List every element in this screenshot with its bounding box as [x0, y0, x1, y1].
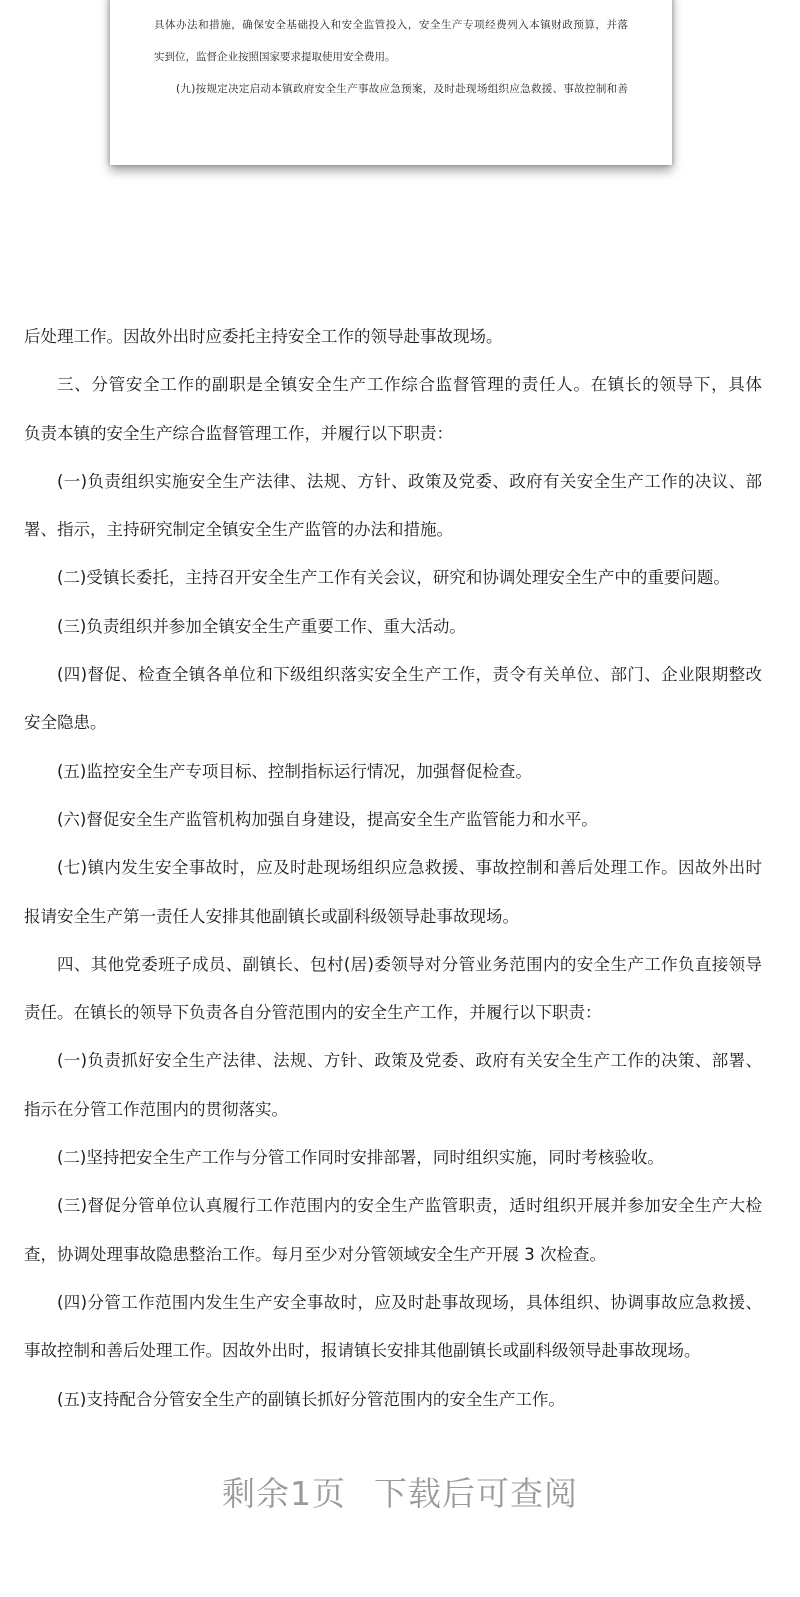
body-text-line: 事故控制和善后处理工作。因故外出时，报请镇长安排其他副镇长或副科级领导赴事故现场。	[24, 1341, 701, 1361]
preview-text-line: 实到位，监督企业按照国家要求提取使用安全费用。	[154, 51, 396, 63]
body-text-line: (三)督促分管单位认真履行工作范围内的安全生产监管职责，适时组织开展并参加安全生产大检	[57, 1196, 762, 1216]
body-text-line: 四、其他党委班子成员、副镇长、包村(居)委领导对分管业务范围内的安全生产工作负直接领导	[57, 954, 762, 974]
body-text-line: 后处理工作。因故外出时应委托主持安全工作的领导赴事故现场。	[24, 327, 503, 346]
body-text-line: 负责本镇的安全生产综合监督管理工作，并履行以下职责：	[24, 423, 453, 443]
body-text-line: (二)受镇长委托，主持召开安全生产工作有关会议，研究和协调处理安全生产中的重要问题。	[57, 568, 730, 588]
body-text-line: 查，协调处理事故隐患整治工作。每月至少对分管领域安全生产开展 3 次检查。	[24, 1244, 606, 1264]
download-prompt[interactable]	[0, 1468, 800, 1515]
remaining-pages-label: 剩余1页	[222, 1474, 346, 1513]
preview-text-line: 具体办法和措施，确保安全基础投入和安全监管投入，安全生产专项经费列入本镇财政预算，并落	[154, 19, 628, 31]
body-text-line: (五)监控安全生产专项目标、控制指标运行情况，加强督促检查。	[57, 761, 532, 781]
body-text-line: (七)镇内发生安全事故时，应及时赴现场组织应急救援、事故控制和善后处理工作。因故外出时	[57, 858, 762, 878]
body-text-line: (三)负责组织并参加全镇安全生产重要工作、重大活动。	[57, 616, 466, 636]
download-to-view-label[interactable]: 下载后可查阅	[374, 1474, 578, 1513]
body-text-line: (四)督促、检查全镇各单位和下级组织落实安全生产工作，责令有关单位、部门、企业限期整改	[57, 665, 762, 685]
preview-page-card	[110, 0, 672, 165]
body-text-line: (一)负责组织实施安全生产法律、法规、方针、政策及党委、政府有关安全生产工作的决议、部	[57, 471, 762, 491]
preview-text-line: (九)按规定决定启动本镇政府安全生产事故应急预案，及时赴现场组织应急救援、事故控制和善	[176, 83, 628, 95]
body-text-line: 报请安全生产第一责任人安排其他副镇长或副科级领导赴事故现场。	[24, 906, 519, 926]
document-body	[24, 325, 762, 1436]
body-text-line: 指示在分管工作范围内的贯彻落实。	[24, 1099, 288, 1119]
body-text-line: 三、分管安全工作的副职是全镇安全生产工作综合监督管理的责任人。在镇长的领导下，具体	[57, 375, 762, 395]
body-text-line: (二)坚持把安全生产工作与分管工作同时安排部署，同时组织实施，同时考核验收。	[57, 1148, 664, 1168]
body-text-line: 安全隐患。	[24, 713, 107, 733]
body-text-line: (一)负责抓好安全生产法律、法规、方针、政策及党委、政府有关安全生产工作的决策、部署、	[57, 1051, 762, 1071]
body-text-line: (四)分管工作范围内发生生产安全事故时，应及时赴事故现场，具体组织、协调事故应急救援、	[57, 1292, 762, 1312]
body-text-line: 责任。在镇长的领导下负责各自分管范围内的安全生产工作，并履行以下职责：	[24, 1003, 602, 1023]
body-text-line: (五)支持配合分管安全生产的副镇长抓好分管范围内的安全生产工作。	[57, 1389, 565, 1409]
body-text-line: 署、指示，主持研究制定全镇安全生产监管的办法和措施。	[24, 520, 453, 540]
body-text-line: (六)督促安全生产监管机构加强自身建设，提高安全生产监管能力和水平。	[57, 809, 598, 829]
